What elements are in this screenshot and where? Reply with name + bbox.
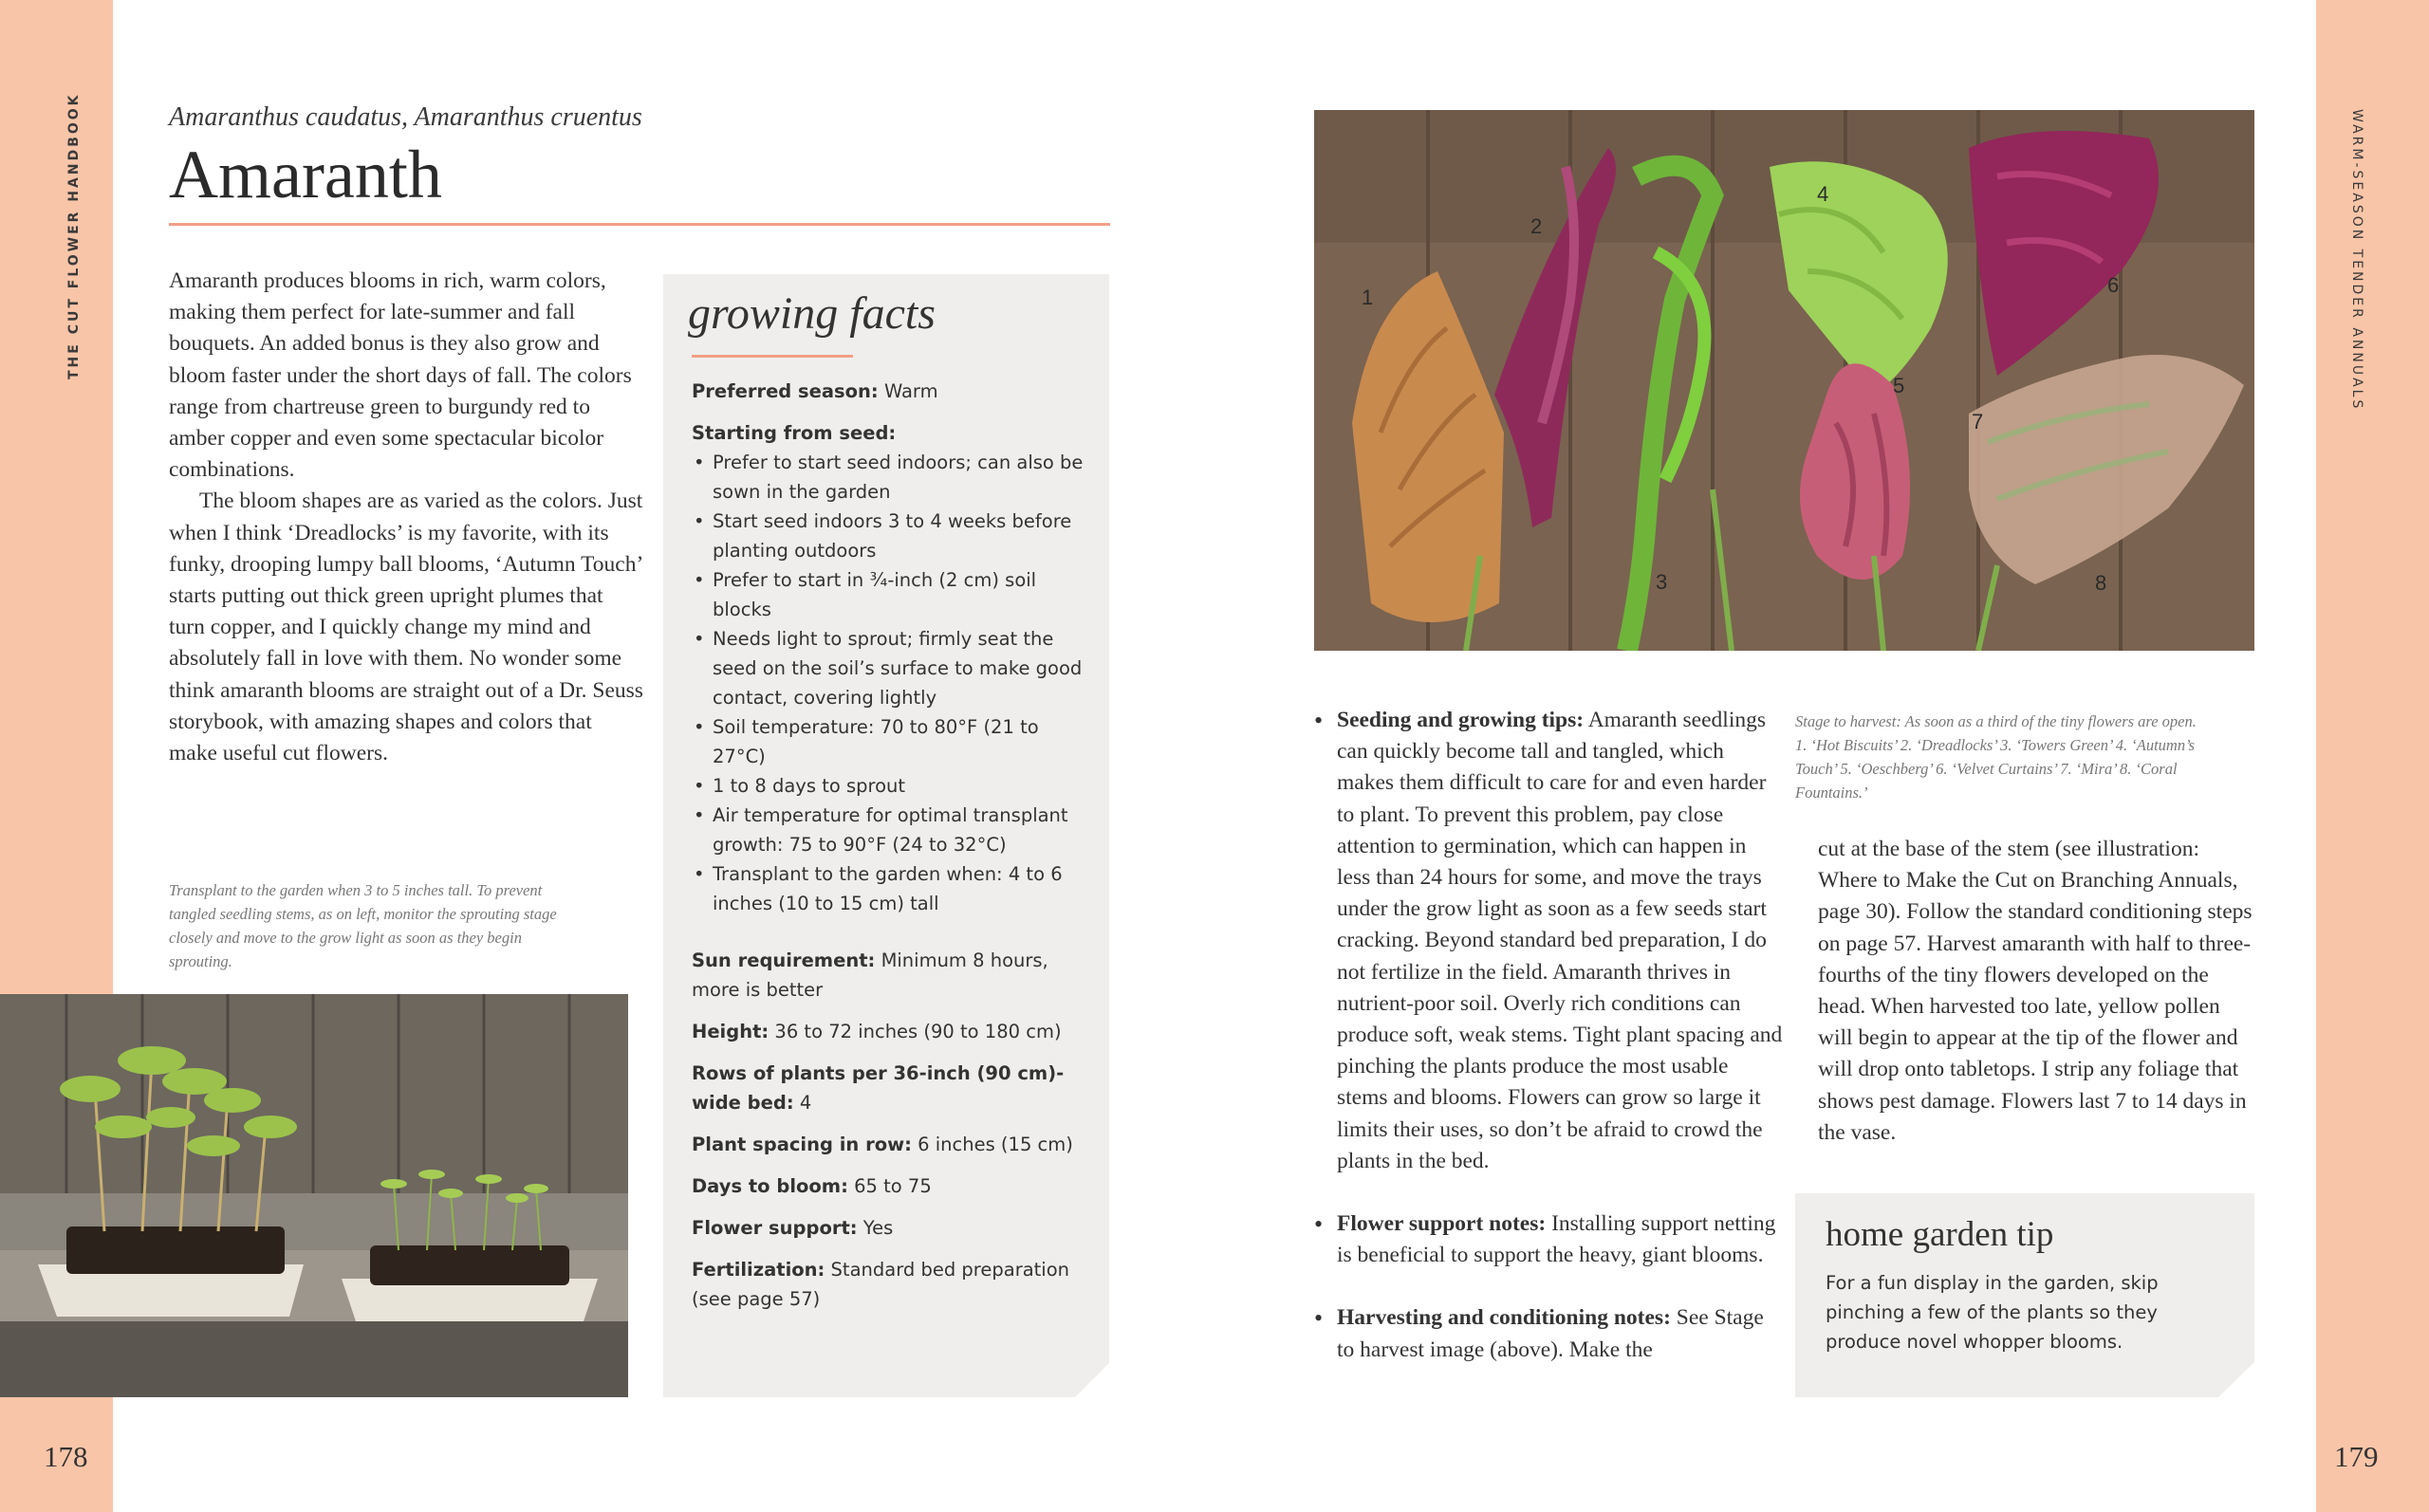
growing-facts-title: growing facts <box>688 288 936 339</box>
note-seeding-tips <box>1314 705 1784 1177</box>
intro-paragraph: Amaranth produces blooms in rich, warm colors, making them perfect for late-summer and fall bouquets. An added bonus is they also grow and bloom faster under the short days of fall. The colors range from chartreuse green to burgundy red to amber copper and even some spectacular bicolor combinations. <box>169 268 632 483</box>
list-item: • Prefer to start seed indoors; can also be sown in the garden <box>692 448 1090 507</box>
fact-label: Days to bloom: <box>692 1175 848 1197</box>
home-garden-tip-title: home garden tip <box>1826 1215 2054 1254</box>
seed-starting-list <box>692 448 1090 918</box>
fact-value: Yes <box>862 1217 894 1239</box>
variety-label-8: 8 <box>2095 571 2107 595</box>
note-label: Harvesting and conditioning notes: <box>1337 1305 1671 1331</box>
fact-value: Warm <box>883 380 938 402</box>
fact-label: Sun requirement: <box>692 950 876 971</box>
list-item: • Air temperature for optimal transplant growth: 75 to 90°F (24 to 32°C) <box>692 801 1090 859</box>
list-item: • 1 to 8 days to sprout <box>692 771 1090 801</box>
fact-starting-from-seed <box>692 418 1090 918</box>
fact-value: 65 to 75 <box>854 1175 932 1197</box>
note-text: See Stage to harvest image (above). Make the <box>1337 1305 1764 1362</box>
fact-days-to-bloom <box>692 1171 1090 1201</box>
fact-fertilization <box>692 1255 1090 1314</box>
harvesting-notes-continued: cut at the base of the stem (see illustration: Where to Make the Cut on Branching Annuals, page 30). Follow the standard conditioning steps on page 57. Harvest amaranth with half to three-fourths of the tiny flowers developed on the head. When harvested too late, yellow pollen will begin to appear at the tip of the flower and will drop onto tabletops. I strip any foliage that shows pest damage. Flowers last 7 to 14 days in the vase. <box>1818 837 2253 1145</box>
amaranth-varieties-photo <box>1314 110 2254 651</box>
list-item: • Needs light to sprout; firmly seat the seed on the soil’s surface to make good contact, covering lightly <box>692 624 1090 712</box>
note-flower-support <box>1314 1208 1784 1271</box>
stage-to-harvest-caption: Stage to harvest: As soon as a third of the tiny flowers are open. 1. ‘Hot Biscuits’ 2. ‘Dreadlocks’ 3. ‘Towers Green’ 4. ‘Autumn’s Touch’ 5. ‘Oeschberg’ 6. ‘Velvet Curtains’ 7. ‘Mira’ 8. ‘Coral Fountains.’ <box>1795 712 2197 802</box>
list-item: • Transplant to the garden when: 4 to 6 inches (10 to 15 cm) tall <box>692 859 1090 918</box>
note-text: Installing support netting is beneficial to support the heavy, giant blooms. <box>1337 1211 1776 1268</box>
variety-label-3: 3 <box>1656 570 1668 594</box>
running-head-right: WARM-SEASON TENDER ANNUALS <box>2349 109 2364 412</box>
title-rule <box>169 223 1110 226</box>
right-edge-band <box>2316 0 2429 1512</box>
note-label: Flower support notes: <box>1337 1211 1547 1237</box>
page-number-left: 178 <box>44 1440 88 1473</box>
note-label: Seeding and growing tips: <box>1337 708 1585 732</box>
seedling-caption: Transplant to the garden when 3 to 5 inches tall. To prevent tangled seedling stems, as on left, monitor the sprouting stage closely and move to the grow light as soon as they begin sprouting. <box>169 881 557 970</box>
variety-label-6: 6 <box>2107 273 2120 297</box>
fact-sun-requirement <box>692 946 1090 1005</box>
fact-label: Preferred season: <box>692 380 879 402</box>
intro-paragraph: The bloom shapes are as varied as the colors. Just when I think ‘Dreadlocks’ is my favorite, with its funky, drooping lumpy ball blooms, ‘Autumn Touch’ starts putting out thick green upright plumes that turn copper, and I quickly change my mind and absolutely fall in love with them. No wonder some think amaranth blooms are straight out of a Dr. Seuss storybook, with amazing shapes and colors that make useful cut flowers. <box>169 489 643 766</box>
growing-facts-list <box>692 377 1090 1326</box>
fact-label: Starting from seed: <box>692 422 897 444</box>
variety-label-1: 1 <box>1362 286 1374 309</box>
fact-value: 36 to 72 inches (90 to 180 cm) <box>774 1021 1062 1042</box>
latin-names: Amaranthus caudatus, Amaranthus cruentus <box>169 102 642 132</box>
fact-flower-support <box>692 1213 1090 1243</box>
fact-label: Flower support: <box>692 1217 858 1239</box>
fact-value: 4 <box>799 1092 812 1114</box>
fact-value: Minimum 8 hours, more is better <box>692 950 1048 1001</box>
seedling-photo <box>0 994 628 1397</box>
note-text: Amaranth seedlings can quickly become tall and tangled, which makes them difficult to care for and even harder to plant. To prevent this problem, pay close attention to germination, which can happen in less than 24 hours for some, and move the trays under the grow light as soon as a few seeds start cracking. Beyond standard bed preparation, I do not fertilize in the field. Amaranth thrives in nutrient-poor soil. Overly rich conditions can produce soft, weak stems. Tight plant spacing and pinching the plants produce the most usable stems and blooms. Flowers can grow so large it limits their uses, so don’t be afraid to crowd the plants in the bed. <box>1337 708 1783 1173</box>
list-item: • Soil temperature: 70 to 80°F (21 to 27°C) <box>692 712 1090 771</box>
intro-text <box>169 266 643 769</box>
growing-notes <box>1314 705 1784 1397</box>
fact-value: 6 inches (15 cm) <box>918 1134 1073 1155</box>
note-harvesting <box>1314 1302 1784 1365</box>
variety-label-7: 7 <box>1972 410 1984 433</box>
fact-value: Standard bed preparation (see page 57) <box>692 1259 1070 1310</box>
fact-rows-per-bed <box>692 1059 1090 1117</box>
home-garden-tip-text: For a fun display in the garden, skip pinching a few of the plants so they produce novel whopper blooms. <box>1826 1272 2159 1353</box>
fact-label: Height: <box>692 1021 769 1042</box>
fact-plant-spacing <box>692 1130 1090 1159</box>
fact-label: Rows of plants per 36-inch (90 cm)-wide bed: <box>692 1062 1065 1114</box>
variety-label-5: 5 <box>1893 374 1905 397</box>
fact-height <box>692 1017 1090 1046</box>
variety-label-4: 4 <box>1817 182 1829 206</box>
list-item: • Prefer to start in ¾-inch (2 cm) soil blocks <box>692 565 1090 624</box>
page-number-right: 179 <box>2334 1440 2379 1473</box>
page-title: Amaranth <box>169 137 442 212</box>
growing-facts-rule <box>692 355 853 358</box>
fact-label: Fertilization: <box>692 1259 825 1281</box>
list-item: • Start seed indoors 3 to 4 weeks before planting outdoors <box>692 507 1090 565</box>
fact-label: Plant spacing in row: <box>692 1134 912 1155</box>
fact-preferred-season <box>692 377 1090 406</box>
running-head-left: THE CUT FLOWER HANDBOOK <box>66 92 82 379</box>
variety-label-2: 2 <box>1530 214 1543 238</box>
